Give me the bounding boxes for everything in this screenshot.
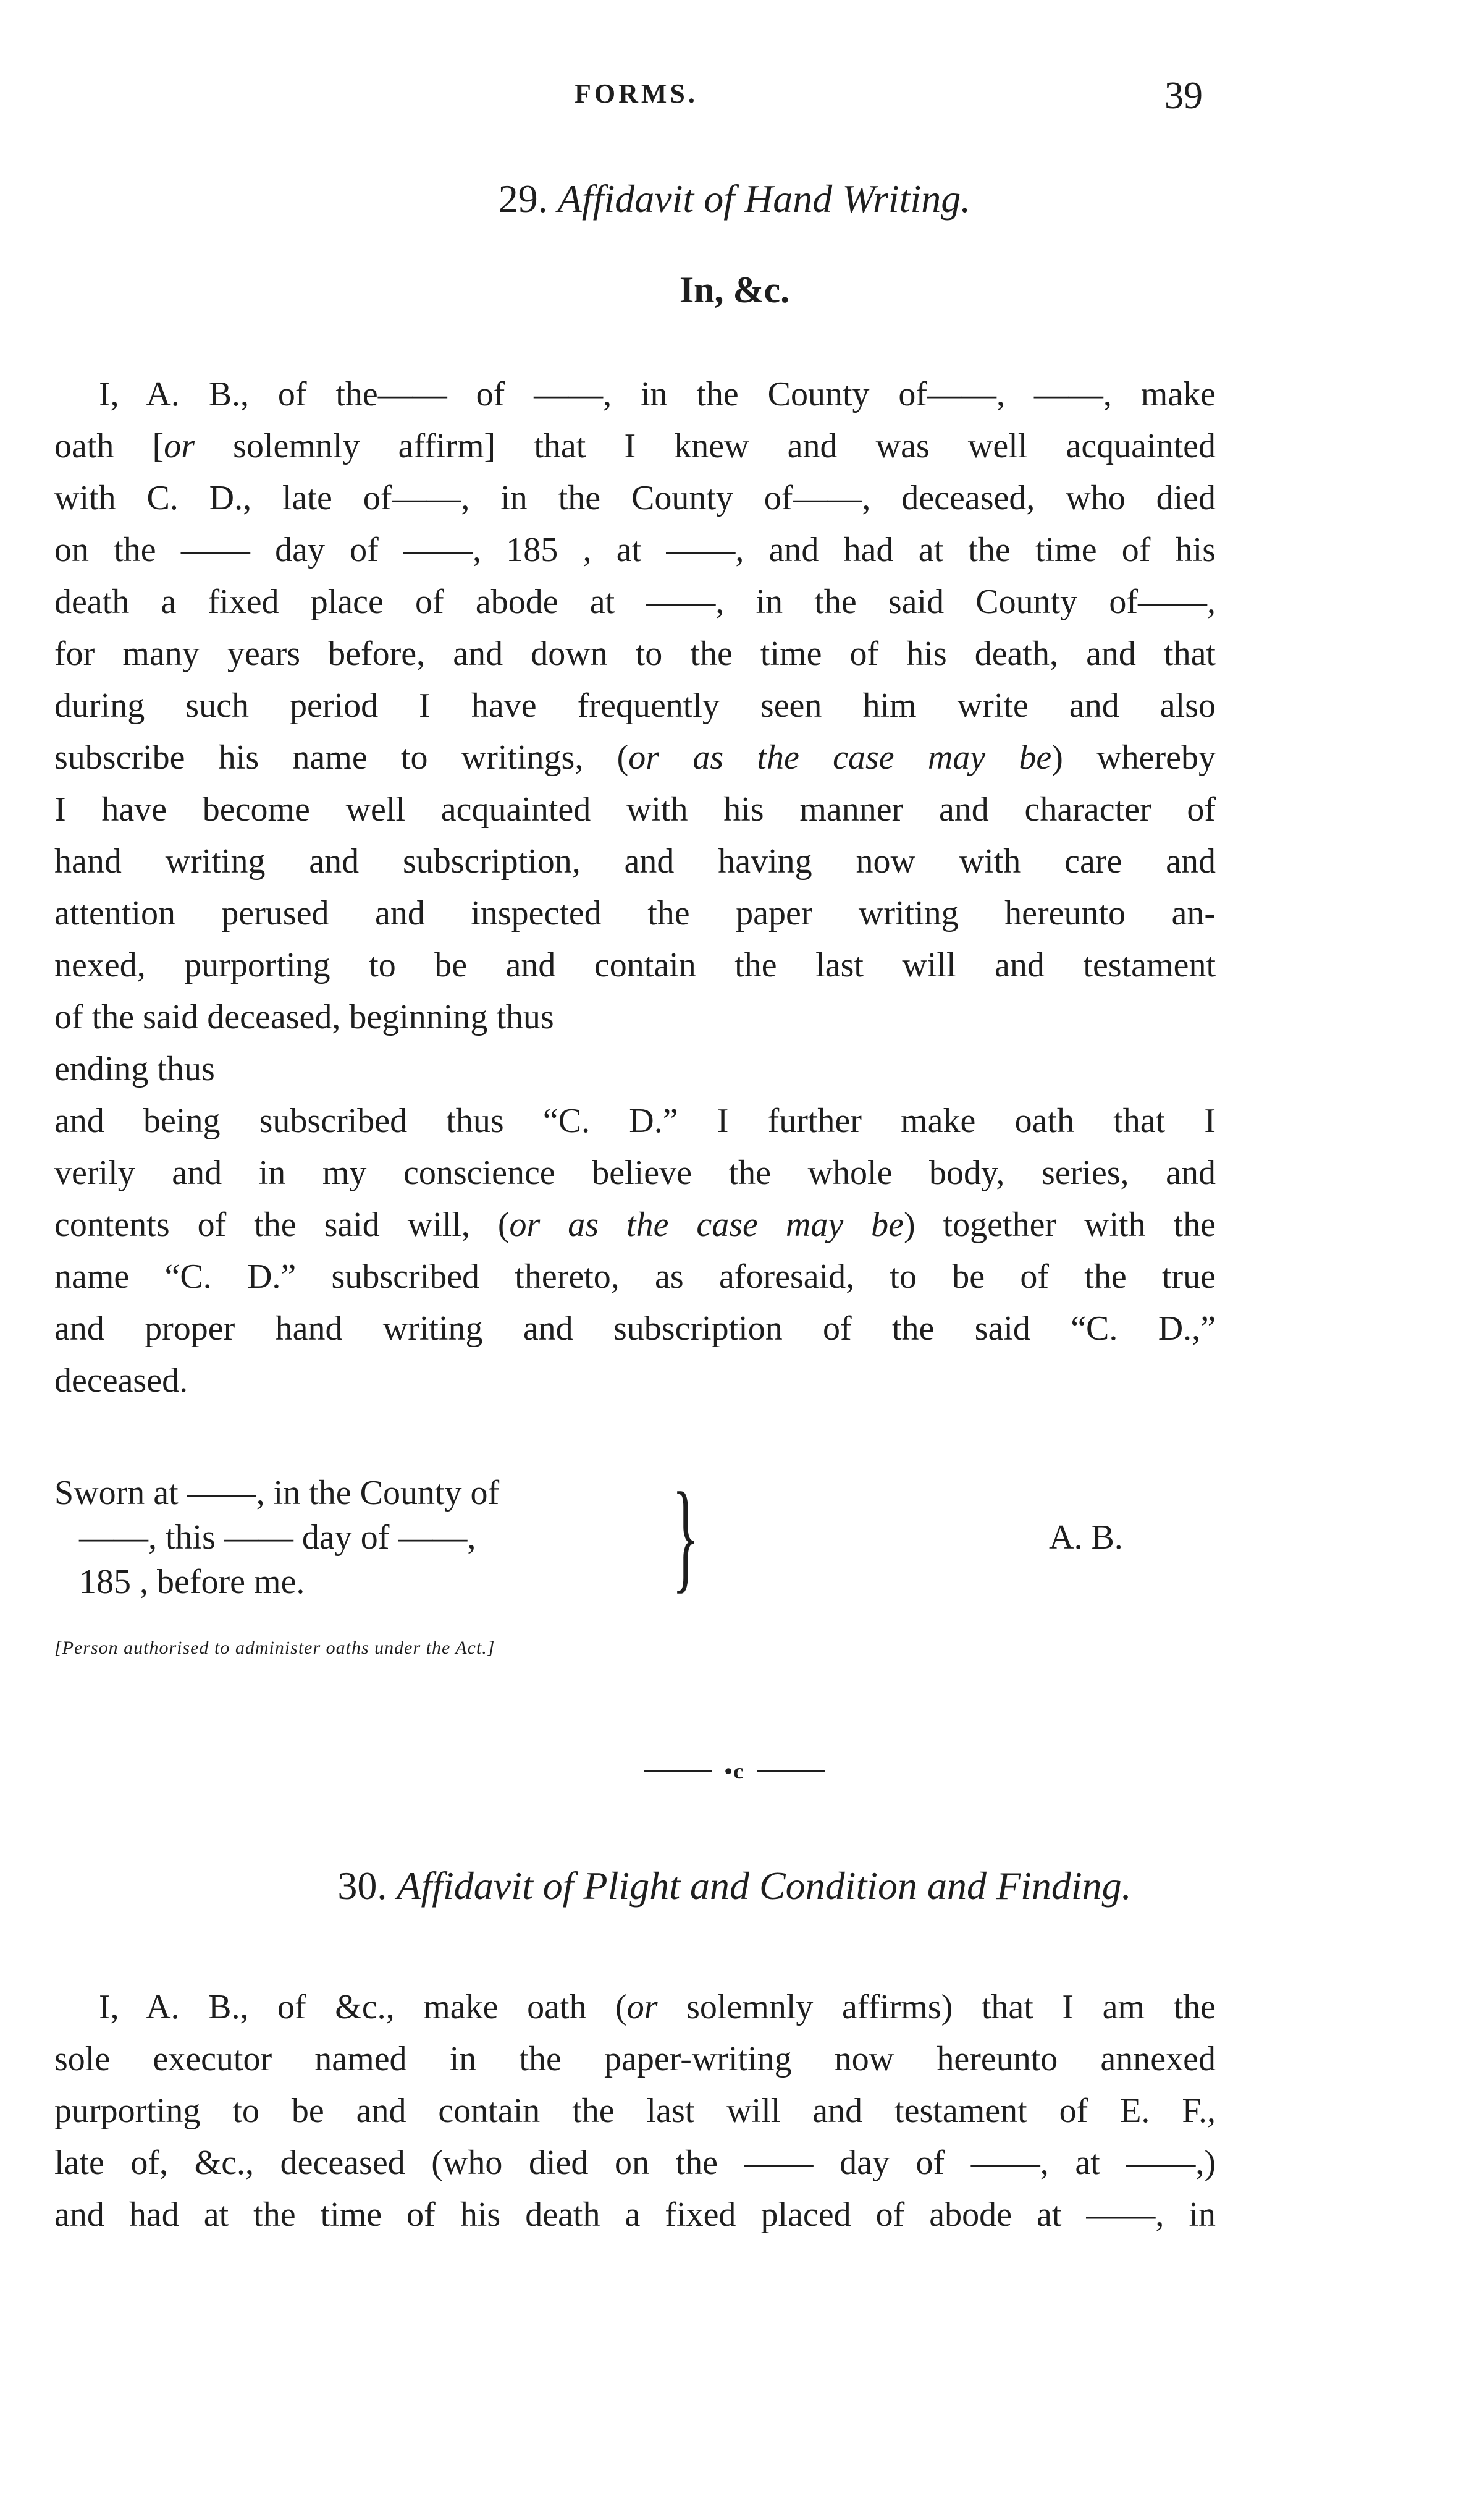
body-line: on the —— day of ——, 185 , at ——, and had at the time of his [54, 531, 1216, 569]
jurat-block [54, 1468, 1216, 1619]
body-line: death a fixed place of abode at ——, in the said County of——, [54, 583, 1216, 621]
body-line: I, A. B., of the—— of ——, in the County of——, ——, make [99, 375, 1216, 413]
body-line: late of, &c., deceased (who died on the —— day of ——, at ——,) [54, 2144, 1216, 2182]
body-line: subscribe his name to writings, (or as the case may be) whereby [54, 738, 1216, 777]
body-line: and proper hand writing and subscription of the said “C. D.,” [54, 1309, 1216, 1348]
form-29-title: Affidavit of Hand Writing. [557, 177, 971, 221]
form-29-venue: In, &c. [679, 269, 790, 310]
form-29-heading [0, 176, 1469, 222]
form-30-title: Affidavit of Plight and Condition and Finding. [397, 1864, 1132, 1908]
form-30-body [54, 1981, 1216, 2241]
jurat-brace: } [672, 1468, 699, 1604]
separator-ornament: •c [724, 1758, 745, 1783]
body-line: I have become well acquainted with his manner and character of [54, 790, 1216, 829]
running-title: FORMS. [575, 78, 698, 109]
body-line: I, A. B., of &c., make oath (or solemnly affirms) that I am the [99, 1988, 1216, 2026]
body-line: and being subscribed thus “C. D.” I further make oath that I [54, 1102, 1216, 1140]
jurat-text [54, 1471, 499, 1604]
signature: A. B. [1049, 1518, 1123, 1557]
form-30-number: 30. [337, 1864, 387, 1908]
body-line: verily and in my conscience believe the whole body, series, and [54, 1154, 1216, 1192]
body-line: of the said deceased, beginning thus [54, 998, 554, 1036]
body-line: nexed, purporting to be and contain the last will and testament [54, 946, 1216, 984]
body-line: ending thus [54, 1050, 215, 1088]
body-line: attention perused and inspected the paper writing hereunto an- [54, 894, 1216, 932]
body-line: purporting to be and contain the last will and testament of E. F., [54, 2092, 1216, 2130]
body-line: and had at the time of his death a fixed placed of abode at ——, in [54, 2196, 1216, 2234]
body-line: during such period I have frequently seen him write and also [54, 687, 1216, 725]
body-line: with C. D., late of——, in the County of——, deceased, who died [54, 479, 1216, 517]
form-30-heading [0, 1863, 1469, 1909]
body-line: for many years before, and down to the time of his death, and that [54, 635, 1216, 673]
separator-rule-left [644, 1770, 712, 1772]
body-line: name “C. D.” subscribed thereto, as aforesaid, to be of the true [54, 1258, 1216, 1296]
body-line: sole executor named in the paper-writing now hereunto annexed [54, 2040, 1216, 2078]
running-head [0, 74, 1469, 124]
page-number: 39 [1164, 75, 1203, 117]
body-line: oath [or solemnly affirm] that I knew and was well acquainted [54, 427, 1216, 465]
body-line: contents of the said will, (or as the case may be) together with the [54, 1206, 1216, 1244]
jurat-line: 185 , before me. [79, 1563, 305, 1601]
form-29-number: 29. [498, 177, 548, 221]
body-line: hand writing and subscription, and having now with care and [54, 842, 1216, 881]
separator-rule-right [757, 1770, 825, 1772]
body-line: deceased. [54, 1361, 188, 1400]
jurat-line: Sworn at ——, in the County of [54, 1474, 500, 1512]
form-29-body [54, 368, 1216, 1406]
jurat-line: ——, this —— day of ——, [79, 1518, 476, 1557]
section-separator [0, 1754, 1469, 1784]
jurat-note: [Person authorised to administer oaths under the Act.] [54, 1638, 495, 1658]
